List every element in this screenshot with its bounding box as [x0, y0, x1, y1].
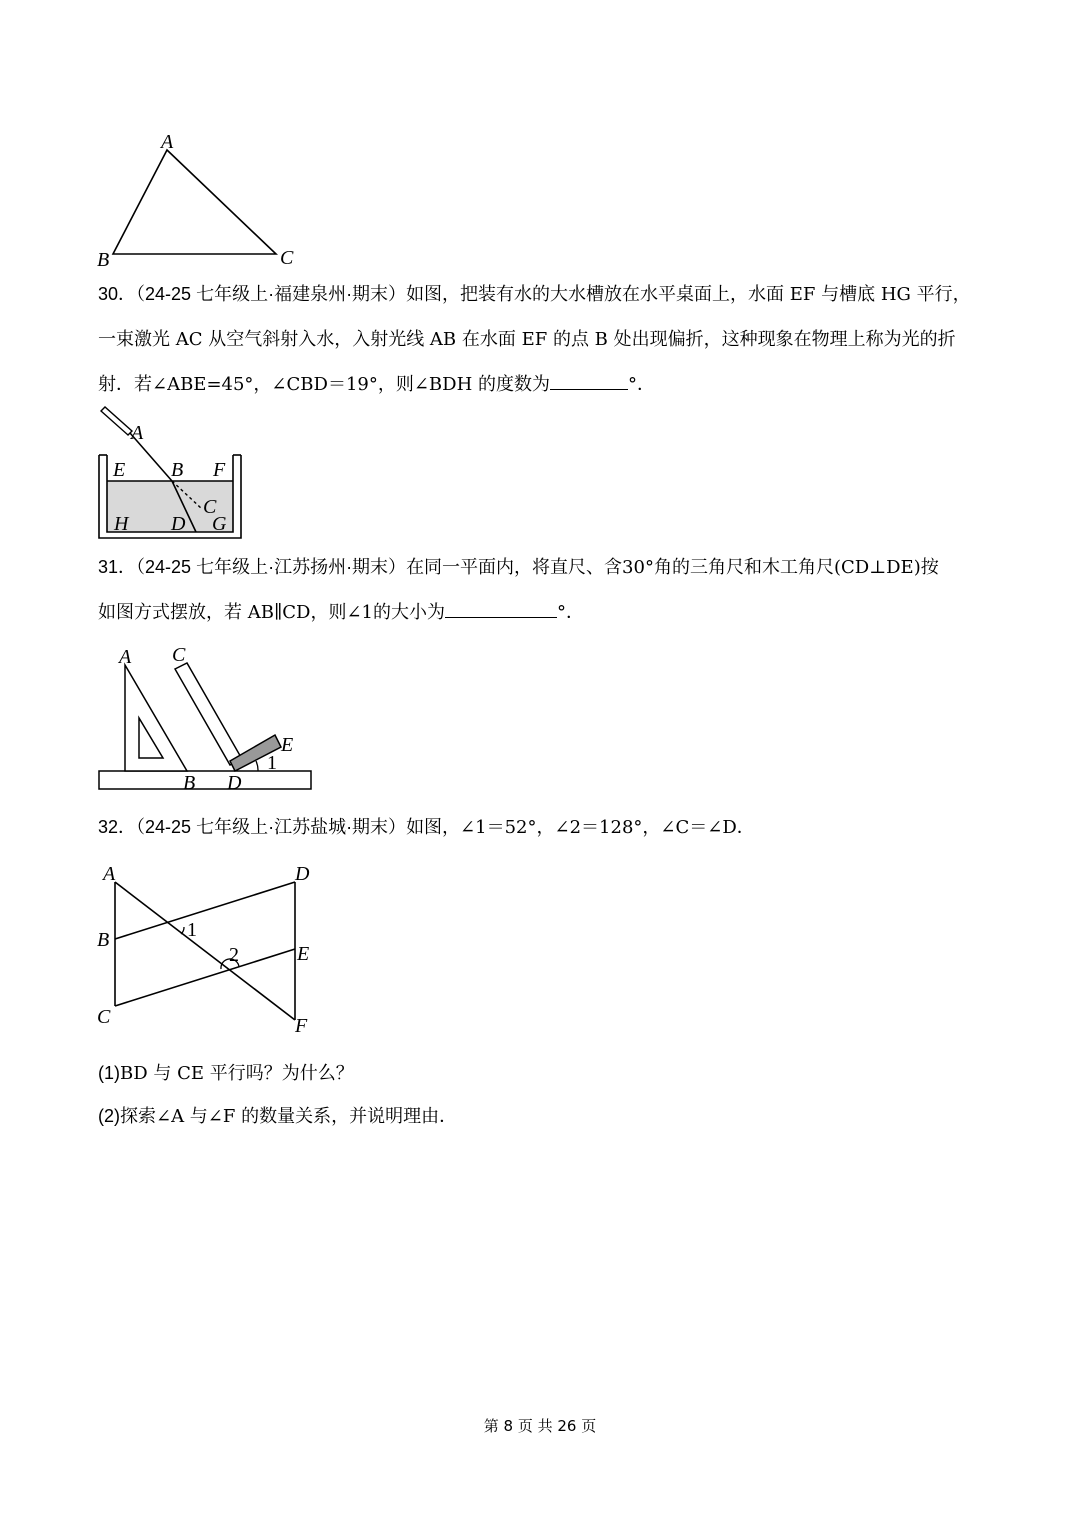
label-a: A — [119, 646, 132, 668]
label-d: D — [227, 772, 242, 794]
label-1: 1 — [187, 919, 197, 941]
angle-1-arc — [181, 927, 184, 934]
q32-subquestion-1 — [98, 1058, 354, 1089]
question-30-text — [98, 272, 988, 407]
label-a: A — [103, 863, 116, 885]
q30-line-1 — [98, 272, 988, 317]
question-source: （24-25 七年级上·福建泉州·期末） — [136, 284, 407, 304]
q31-line-1 — [98, 545, 988, 590]
label-e: E — [281, 734, 294, 756]
q30-line-2: 一束激光 AC 从空气斜射入水，入射光线 AB 在水面 EF 的点 B 处出现偏折，这种现象在物理上称为光的折 — [98, 329, 956, 350]
q30-line-3 — [98, 362, 988, 407]
q31-line-2-post: °． — [557, 602, 584, 623]
question-number: 31． — [98, 557, 137, 577]
laser-device — [101, 407, 132, 435]
answer-blank[interactable] — [445, 603, 557, 618]
line-bd — [115, 882, 295, 939]
label-1: 1 — [267, 752, 277, 774]
label-f: F — [213, 459, 226, 481]
label-a: A — [131, 422, 144, 444]
line-ce — [115, 949, 295, 1006]
page-footer: 第 8 页 共 26 页 — [483, 1417, 597, 1435]
label-a: A — [161, 131, 174, 153]
label-f: F — [295, 1015, 308, 1037]
label-d: D — [171, 513, 186, 535]
square-arm-cd — [175, 663, 242, 765]
question-number: 32． — [98, 817, 137, 837]
ruler — [99, 771, 311, 789]
q32-subquestion-2 — [98, 1101, 457, 1132]
parallel-lines-figure — [95, 860, 335, 1040]
angle-1-arc — [256, 761, 258, 771]
q31-line-2 — [98, 590, 988, 635]
subquestion-number: (2) — [98, 1106, 120, 1126]
q30-line-3-post: °． — [628, 374, 656, 395]
label-b: B — [97, 249, 110, 271]
q30-line-3-pre: 射．若∠ABE=45°，∠CBD＝19°，则∠BDH 的度数为 — [98, 374, 551, 395]
label-d: D — [295, 863, 310, 885]
label-b: B — [97, 929, 110, 951]
label-e: E — [113, 459, 126, 481]
triangle-abc-figure — [95, 130, 305, 270]
label-c: C — [172, 644, 186, 666]
line-af — [115, 882, 295, 1020]
ruler-triangle-figure — [95, 643, 325, 793]
question-number: 30． — [98, 284, 137, 304]
question-32-text — [98, 805, 988, 850]
water-tank-figure — [95, 405, 255, 545]
question-source: （24-25 七年级上·江苏盐城·期末） — [136, 817, 407, 837]
label-e: E — [297, 943, 310, 965]
answer-blank[interactable] — [550, 375, 628, 390]
q30-line-1-text: 如图，把装有水的大水槽放在水平桌面上，水面 EF 与槽底 HG 平行， — [406, 284, 971, 305]
label-g: G — [212, 513, 227, 535]
q31-line-1-text: 在同一平面内，将直尺、含30°角的三角尺和木工角尺(CD⊥DE)按 — [406, 557, 939, 578]
label-b: B — [171, 459, 184, 481]
label-b: B — [183, 772, 196, 794]
q32-line-1 — [98, 805, 988, 850]
subquestion-number: (1) — [98, 1063, 120, 1083]
subquestion-text: BD 与 CE 平行吗？为什么？ — [120, 1063, 354, 1084]
q32-line-1-text: 如图，∠1＝52°，∠2＝128°，∠C＝∠D． — [406, 817, 755, 838]
question-31-text — [98, 545, 988, 635]
question-source: （24-25 七年级上·江苏扬州·期末） — [136, 557, 407, 577]
triangle-abc — [113, 150, 276, 254]
q31-line-2-pre: 如图方式摆放，若 AB∥CD，则∠1的大小为 — [98, 602, 445, 623]
label-c: C — [280, 247, 294, 269]
label-c: C — [203, 496, 217, 518]
label-h: H — [114, 513, 129, 535]
label-c: C — [97, 1006, 111, 1028]
subquestion-text: 探索∠A 与∠F 的数量关系，并说明理由． — [120, 1106, 458, 1127]
label-2: 2 — [229, 944, 239, 966]
